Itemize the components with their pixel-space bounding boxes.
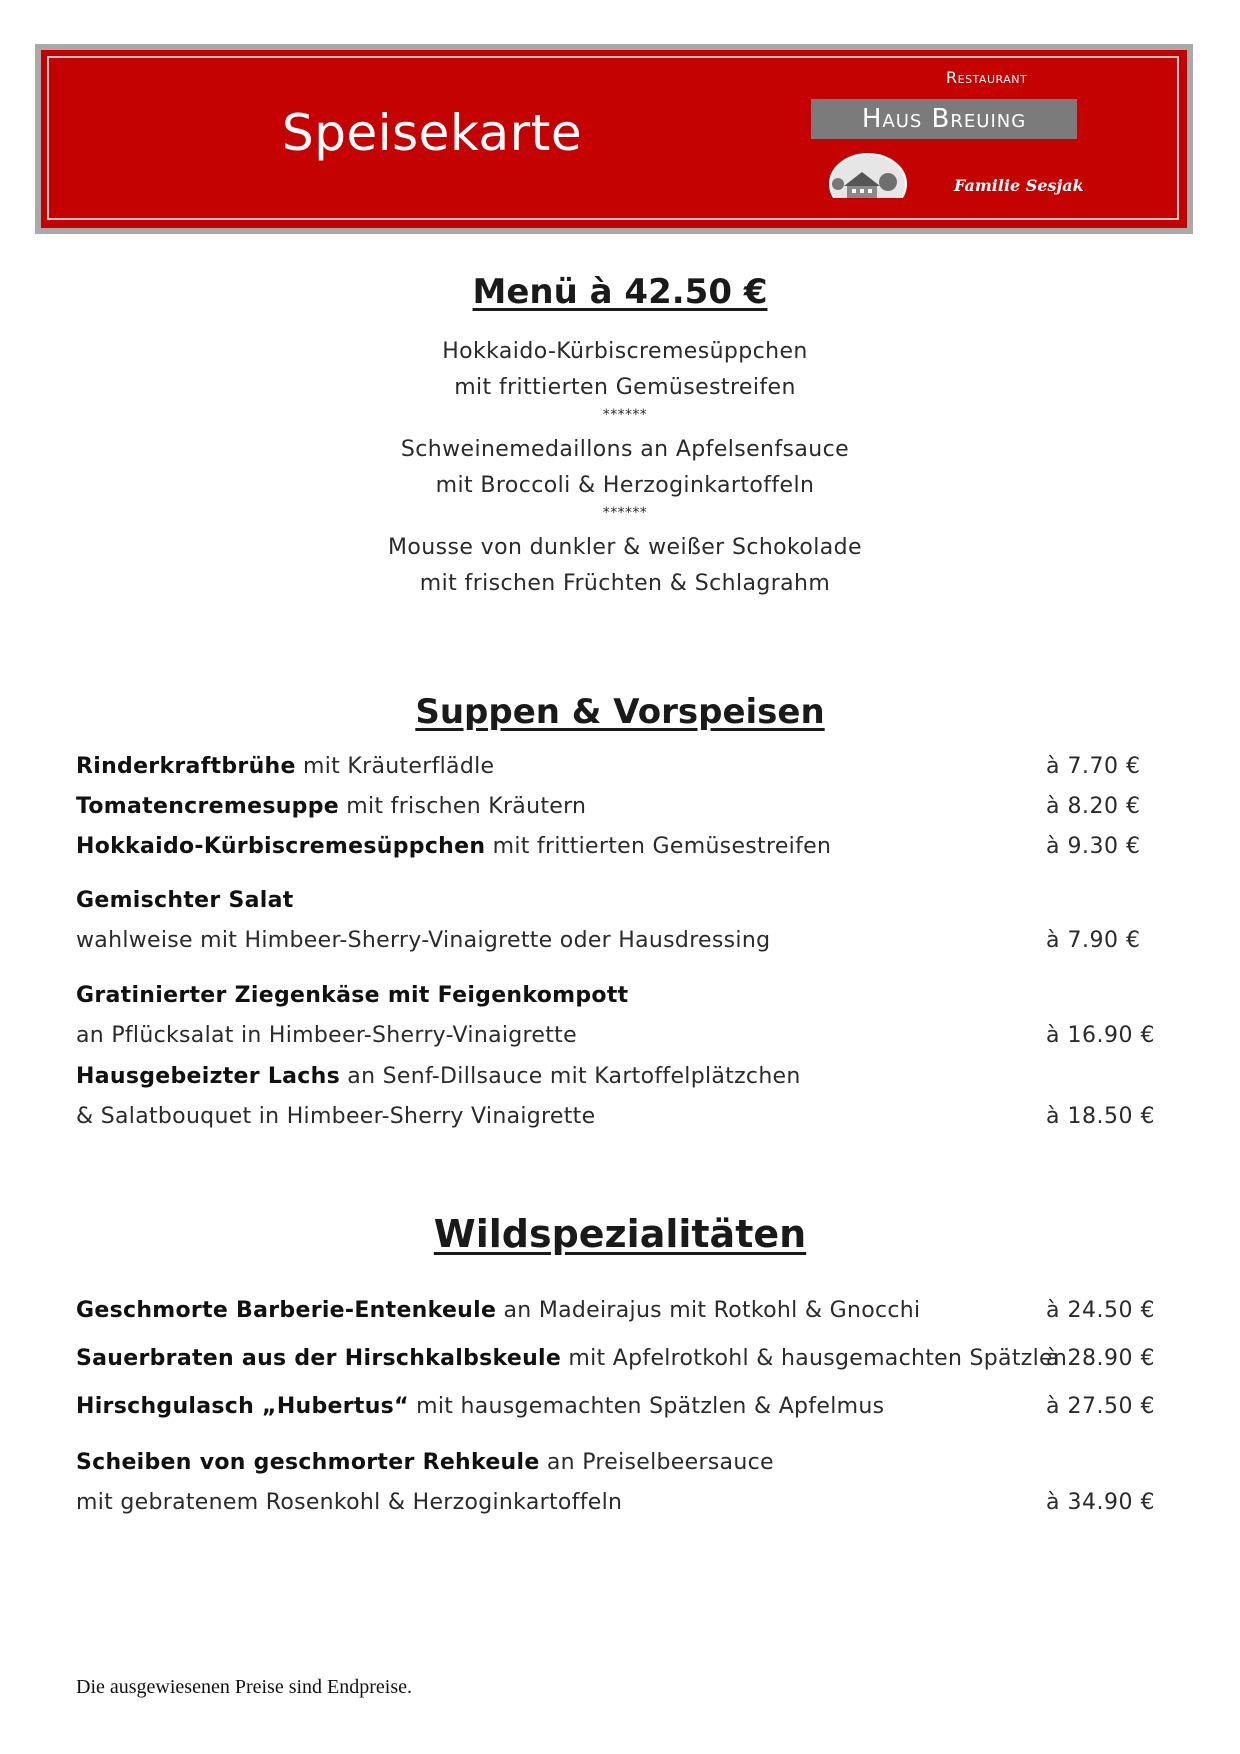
menu-line: mit frischen Früchten & Schlagrahm xyxy=(419,571,831,596)
dish-row xyxy=(76,888,294,913)
dish-description: mit frischen Kräutern xyxy=(339,794,587,819)
price-footnote: Die ausgewiesenen Preise sind Endpreise. xyxy=(76,1676,413,1698)
dish-row xyxy=(76,983,628,1008)
section-title-soups: Suppen & Vorspeisen xyxy=(415,692,825,732)
dish-row xyxy=(76,1346,1067,1371)
dish-name: Hirschgulasch „Hubertus“ xyxy=(76,1394,409,1419)
dish-name: Sauerbraten aus der Hirschkalbskeule xyxy=(76,1346,562,1371)
dish-row xyxy=(76,1064,801,1089)
section-title-game: Wildspezialitäten xyxy=(433,1212,807,1256)
dish-name: Scheiben von geschmorter Rehkeule xyxy=(76,1450,540,1475)
dish-description: mit Apfelrotkohl & hausgemachten Spätzlen xyxy=(561,1346,1068,1371)
menu-separator: ****** xyxy=(602,407,648,423)
dish-row xyxy=(76,1450,774,1475)
restaurant-label-text: Restaurant xyxy=(946,68,1028,87)
menu-course-list xyxy=(0,334,1240,602)
dish-name: Hokkaido-Kürbiscremesüppchen xyxy=(76,834,486,859)
dish-row xyxy=(76,754,494,779)
menu-separator: ****** xyxy=(602,505,648,521)
house-logo-icon xyxy=(826,146,910,206)
dish-price: à 7.90 € xyxy=(1046,928,1141,953)
dish-name: Tomatencremesuppe xyxy=(76,794,339,819)
dish-price: à 9.30 € xyxy=(1046,834,1141,859)
dish-name: Rinderkraftbrühe xyxy=(76,754,296,779)
menu-line: mit frittierten Gemüsestreifen xyxy=(454,375,796,400)
dish-description: an Madeirajus mit Rotkohl & Gnocchi xyxy=(496,1298,921,1323)
dish-price: à 34.90 € xyxy=(1046,1490,1155,1515)
dish-price: à 7.70 € xyxy=(1046,754,1141,779)
dish-name: Hausgebeizter Lachs xyxy=(76,1064,341,1089)
dish-description: mit Kräuterflädle xyxy=(295,754,495,779)
dish-description: mit hausgemachten Spätzlen & Apfelmus xyxy=(408,1394,885,1419)
dish-description-line: an Pflücksalat in Himbeer-Sherry-Vinaigrette xyxy=(76,1023,577,1048)
dish-row xyxy=(76,1298,920,1323)
dish-name: Geschmorte Barberie-Entenkeule xyxy=(76,1298,497,1323)
menu-line: Hokkaido-Kürbiscremesüppchen xyxy=(442,339,808,364)
dish-description-line: & Salatbouquet in Himbeer-Sherry Vinaigrette xyxy=(76,1104,596,1129)
dish-price: à 8.20 € xyxy=(1046,794,1141,819)
dish-row xyxy=(76,1394,884,1419)
dish-description-line: mit gebratenem Rosenkohl & Herzoginkartoffeln xyxy=(76,1490,623,1515)
dish-description: an Senf-Dillsauce mit Kartoffelplätzchen xyxy=(340,1064,801,1089)
menu-line: Mousse von dunkler & weißer Schokolade xyxy=(388,535,862,560)
dish-price: à 28.90 € xyxy=(1046,1346,1155,1371)
page-title: Speisekarte xyxy=(282,104,583,162)
dish-name: Gratinierter Ziegenkäse mit Feigenkompott xyxy=(76,983,629,1008)
dish-description: mit frittierten Gemüsestreifen xyxy=(485,834,832,859)
menu-line: Schweinemedaillons an Apfelsenfsauce xyxy=(400,437,850,462)
menu-title: Menü à 42.50 € xyxy=(472,272,768,312)
family-signature: Familie Sesjak xyxy=(954,176,1084,195)
dish-row xyxy=(76,834,831,859)
restaurant-label xyxy=(946,68,1027,87)
dish-price: à 24.50 € xyxy=(1046,1298,1155,1323)
restaurant-name-text: Haus Breuing xyxy=(861,104,1027,134)
dish-row xyxy=(76,794,586,819)
dish-price: à 18.50 € xyxy=(1046,1104,1155,1129)
dish-name: Gemischter Salat xyxy=(76,888,294,913)
dish-description: an Preiselbeersauce xyxy=(539,1450,774,1475)
restaurant-name xyxy=(811,99,1077,139)
dish-price: à 27.50 € xyxy=(1046,1394,1155,1419)
dish-description-line: wahlweise mit Himbeer-Sherry-Vinaigrette oder Hausdressing xyxy=(76,928,771,953)
dish-price: à 16.90 € xyxy=(1046,1023,1155,1048)
menu-line: mit Broccoli & Herzoginkartoffeln xyxy=(435,473,815,498)
